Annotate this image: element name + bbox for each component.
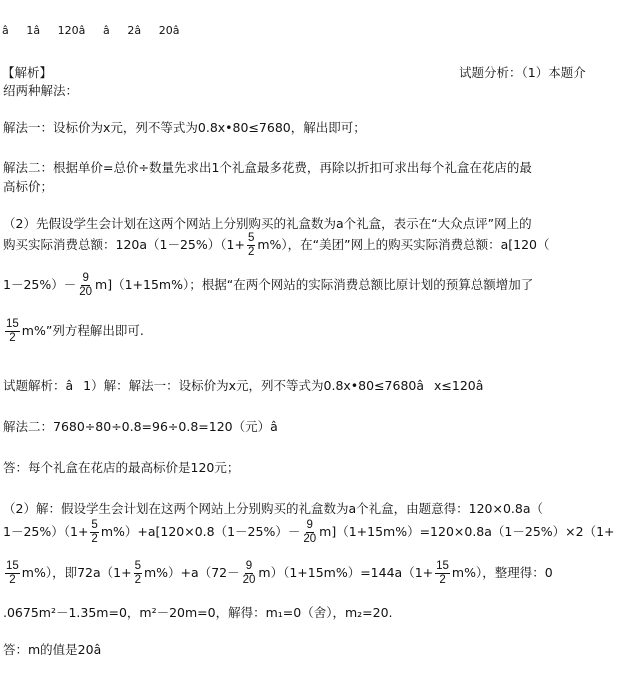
- solution-line2: 解法二：7680÷80÷0.8=96÷0.8=120（元）â: [3, 419, 288, 434]
- part2-line4: [3, 318, 144, 345]
- part2-line1: （2）先假设学生会计划在这两个网站上分别购买的礼盒数为a个礼盒，表示在“大众点评”网上的: [3, 216, 532, 231]
- solution-part2-line1: （2）解：假设学生会计划在这两个网站上分别购买的礼盒数为a个礼盒，由题意得：120×0.8a（: [3, 501, 543, 516]
- fraction: $\frac{9}{20}$: [242, 560, 256, 586]
- part2-line3: [3, 272, 533, 299]
- fraction: $\frac{15}{2}$: [6, 560, 19, 586]
- solution-part2-line4: .0675m²－1.35m=0，m²－20m=0，解得：m₁=0（舍），m₂=20.: [3, 605, 393, 620]
- part2-line3-a: 1－25%）－: [3, 277, 77, 292]
- solution-answer1: 答：每个礼盒在花店的最高标价是120元；: [3, 460, 240, 475]
- part2-line2-a: 购买实际消费总额：120a（1－25%）（1+: [3, 237, 245, 252]
- text-segment: m%）+a[120×0.8（1－25%）－: [100, 524, 301, 539]
- fraction: $\frac{15}{2}$: [436, 560, 449, 586]
- text-segment: m%），整理得：0: [451, 565, 553, 580]
- fraction: $\frac{5}{2}$: [247, 232, 255, 258]
- text-segment: 1－25%）（1+: [3, 524, 89, 539]
- fraction: $\frac{5}{2}$: [134, 560, 141, 586]
- solution-part2-line3: [3, 560, 553, 587]
- fraction: $\frac{9}{20}$: [79, 272, 93, 298]
- analysis-intro-right: 试题分析：（1）本题介: [459, 65, 586, 80]
- header-answer: â1â120ââ2â20â: [2, 24, 198, 37]
- solution-part2-line2: [3, 519, 615, 546]
- analysis-intro-cont: 绍两种解法：: [3, 83, 79, 98]
- fraction: $\frac{5}{2}$: [91, 519, 98, 545]
- text-segment: m%）+a（72－: [144, 565, 240, 580]
- method-one: 解法一：设标价为x元，列不等式为0.8x•80≤7680，解出即可；: [3, 120, 366, 135]
- part2-line3-b: m]（1+15m%）；根据“在两个网站的实际消费总额比原计划的预算总额增加了: [95, 277, 534, 292]
- method-two-line1: 解法二：根据单价=总价÷数量先求出1个礼盒最多花费，再除以折扣可求出每个礼盒在花店的最: [3, 160, 532, 175]
- analysis-label: 【解析】: [2, 65, 53, 80]
- part2-line2: [3, 232, 550, 259]
- text-segment: m]（1+15m%）=120×0.8a（1－25%）×2（1+: [319, 524, 615, 539]
- solution-line1: 试题解析：â1）解：解法一：设标价为x元，列不等式为0.8x•80≤7680âx≤120â: [3, 378, 494, 393]
- final-answer: 答：m的值是20â: [3, 642, 112, 657]
- part2-line4-b: m%”列方程解出即可.: [21, 323, 144, 338]
- part2-line2-b: m%），在“美团”网上的购买实际消费总额：a[120（: [257, 237, 550, 252]
- text-segment: m%），即72a（1+: [21, 565, 132, 580]
- text-segment: m）（1+15m%）=144a（1+: [258, 565, 434, 580]
- method-two-line2: 高标价；: [3, 179, 54, 194]
- fraction: $\frac{15}{2}$: [6, 318, 19, 344]
- fraction: $\frac{9}{20}$: [303, 519, 317, 545]
